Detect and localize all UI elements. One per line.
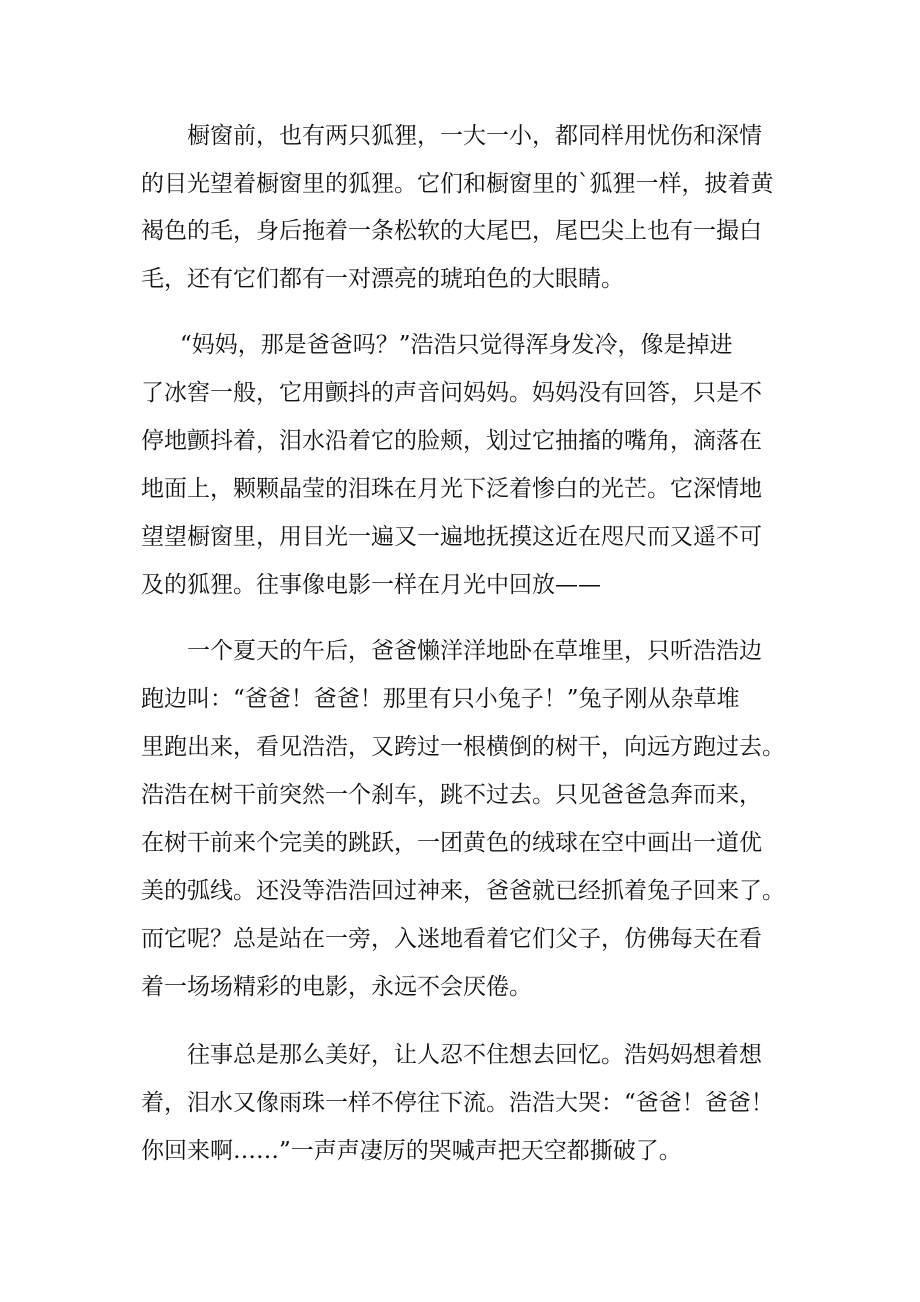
paragraph-3-line-3: 里跑出来，看见浩浩，又跨过一根横倒的树干，向远方跑过去。 [141, 734, 785, 760]
paragraph-2-line-4: 地面上，颗颗晶莹的泪珠在月光下泛着惨白的光芒。它深情地 [141, 476, 762, 502]
paragraph-2-line-1: “妈妈，那是爸爸吗？”浩浩只觉得浑身发冷，像是掉进 [180, 332, 733, 358]
paragraph-1-line-3: 褐色的毛，身后拖着一条松软的大尾巴，尾巴尖上也有一撮白 [141, 218, 762, 244]
paragraph-1-line-4: 毛，还有它们都有一对漂亮的琥珀色的大眼睛。 [141, 266, 624, 292]
paragraph-1-line-1: 橱窗前，也有两只狐狸，一大一小，都同样用忧伤和深情 [187, 123, 762, 149]
paragraph-4-line-3: 你回来啊……”一声声凄厉的哭喊声把天空都撕破了。 [141, 1138, 682, 1164]
paragraph-3-line-1: 一个夏天的午后，爸爸懒洋洋地卧在草堆里，只听浩浩边 [187, 638, 762, 664]
paragraph-3-line-6: 美的弧线。还没等浩浩回过神来，爸爸就已经抓着兔子回来了。 [141, 878, 785, 904]
paragraph-3-line-7: 而它呢？总是站在一旁，入迷地看着它们父子，仿佛每天在看 [141, 926, 762, 952]
paragraph-3-line-2: 跑边叫：“爸爸！爸爸！那里有只小兔子！”兔子刚从杂草堆 [141, 686, 740, 712]
paragraph-2-line-6: 及的狐狸。往事像电影一样在月光中回放—— [141, 572, 601, 598]
paragraph-4-line-2: 着，泪水又像雨珠一样不停往下流。浩浩大哭：“爸爸！爸爸！ [141, 1090, 774, 1116]
paragraph-4-line-1: 往事总是那么美好，让人忍不住想去回忆。浩妈妈想着想 [187, 1042, 762, 1068]
paragraph-3-line-5: 在树干前来个完美的跳跃，一团黄色的绒球在空中画出一道优 [141, 830, 762, 856]
paragraph-2-line-2: 了冰窖一般，它用颤抖的声音问妈妈。妈妈没有回答，只是不 [141, 380, 762, 406]
paragraph-2-line-5: 望望橱窗里，用目光一遍又一遍地抚摸这近在咫尺而又遥不可 [141, 524, 762, 550]
paragraph-1-line-2: 的目光望着橱窗里的狐狸。它们和橱窗里的`狐狸一样，披着黄 [141, 171, 774, 197]
paragraph-3-line-8: 着一场场精彩的电影，永远不会厌倦。 [141, 974, 532, 1000]
paragraph-2-line-3: 停地颤抖着，泪水沿着它的脸颊，划过它抽搐的嘴角，滴落在 [141, 428, 762, 454]
paragraph-3-line-4: 浩浩在树干前突然一个刹车，跳不过去。只见爸爸急奔而来， [141, 782, 762, 808]
